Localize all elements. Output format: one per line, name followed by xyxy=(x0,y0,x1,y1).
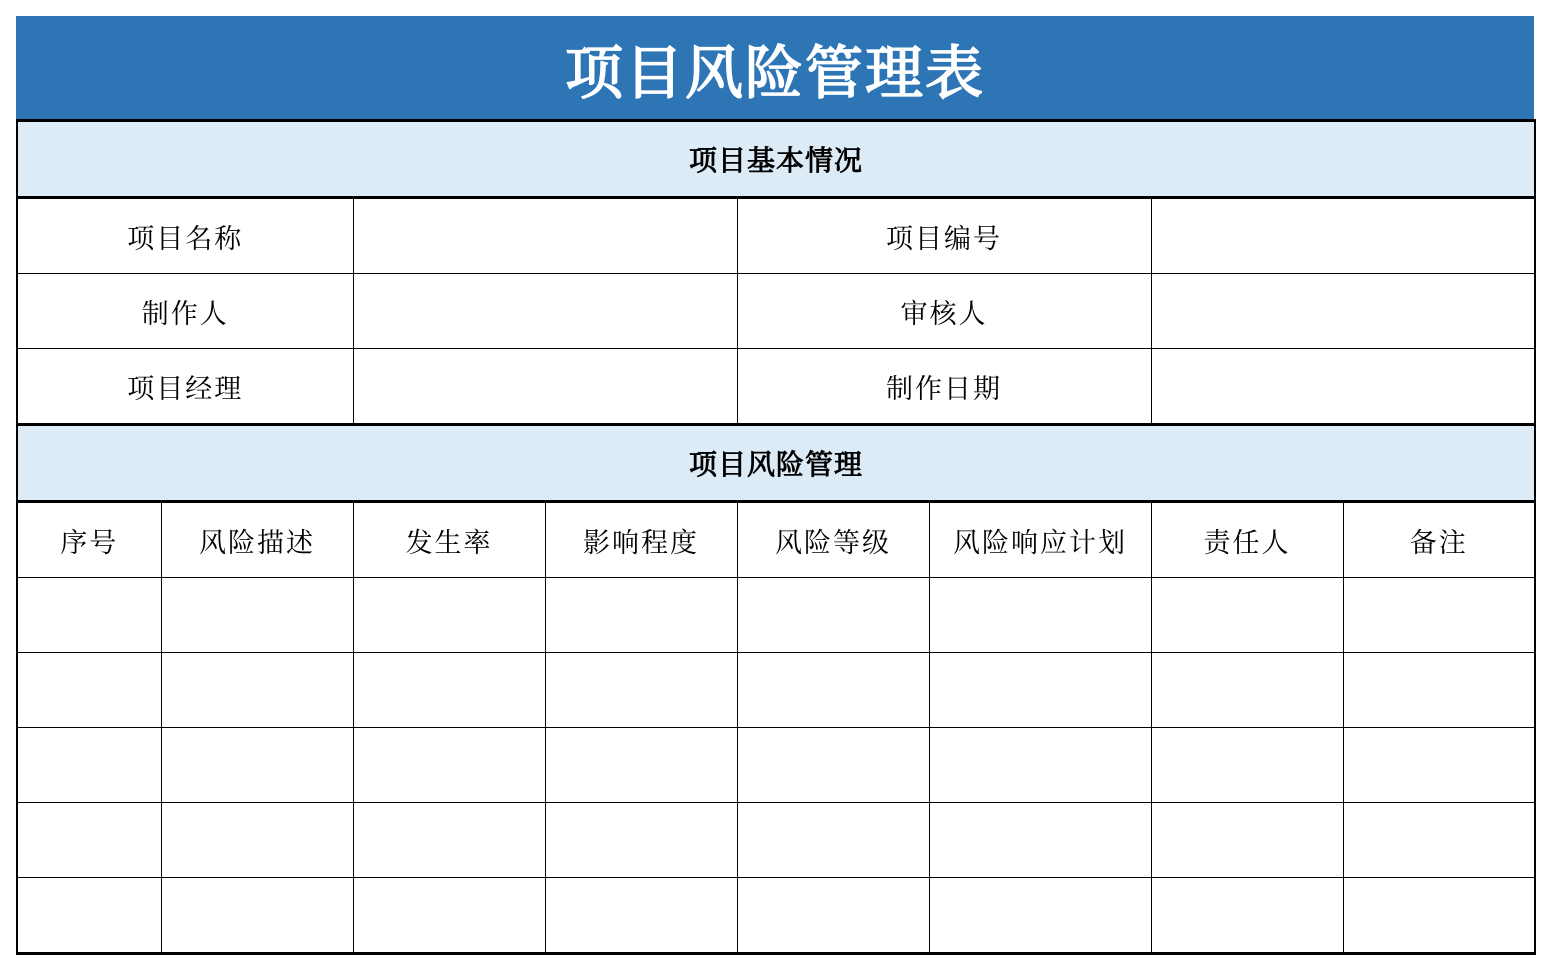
risk-cell-probability[interactable] xyxy=(353,728,545,803)
risk-cell-response-plan[interactable] xyxy=(929,728,1151,803)
column-header-owner: 责任人 xyxy=(1151,502,1343,578)
basic-info-row xyxy=(17,349,1535,425)
column-header-notes: 备注 xyxy=(1343,502,1535,578)
risk-cell-owner[interactable] xyxy=(1151,803,1343,878)
risk-cell-level[interactable] xyxy=(737,728,929,803)
risk-cell-response-plan[interactable] xyxy=(929,878,1151,954)
risk-cell-impact[interactable] xyxy=(545,653,737,728)
risk-section-title: 项目风险管理 xyxy=(17,425,1535,502)
project-number-field[interactable] xyxy=(1151,198,1535,274)
column-header-impact: 影响程度 xyxy=(545,502,737,578)
risk-cell-notes[interactable] xyxy=(1343,878,1535,954)
column-header-level: 风险等级 xyxy=(737,502,929,578)
author-field[interactable] xyxy=(353,274,737,349)
risk-cell-notes[interactable] xyxy=(1343,653,1535,728)
risk-cell-impact[interactable] xyxy=(545,578,737,653)
risk-form-table xyxy=(16,119,1536,955)
risk-cell-index[interactable] xyxy=(17,878,161,954)
risk-cell-level[interactable] xyxy=(737,653,929,728)
risk-cell-probability[interactable] xyxy=(353,878,545,954)
risk-cell-owner[interactable] xyxy=(1151,878,1343,954)
project-number-label: 项目编号 xyxy=(737,198,1151,274)
risk-cell-owner[interactable] xyxy=(1151,578,1343,653)
risk-row xyxy=(17,728,1535,803)
reviewer-label: 审核人 xyxy=(737,274,1151,349)
risk-cell-description[interactable] xyxy=(161,653,353,728)
risk-cell-notes[interactable] xyxy=(1343,578,1535,653)
risk-cell-description[interactable] xyxy=(161,728,353,803)
risk-cell-response-plan[interactable] xyxy=(929,578,1151,653)
risk-cell-index[interactable] xyxy=(17,803,161,878)
reviewer-field[interactable] xyxy=(1151,274,1535,349)
risk-cell-response-plan[interactable] xyxy=(929,803,1151,878)
risk-cell-owner[interactable] xyxy=(1151,653,1343,728)
basic-info-section-row xyxy=(17,121,1535,198)
risk-cell-description[interactable] xyxy=(161,578,353,653)
sheet-title: 项目风险管理表 xyxy=(16,16,1534,119)
risk-row xyxy=(17,803,1535,878)
author-label: 制作人 xyxy=(17,274,353,349)
risk-cell-index[interactable] xyxy=(17,728,161,803)
project-name-label: 项目名称 xyxy=(17,198,353,274)
risk-cell-description[interactable] xyxy=(161,878,353,954)
risk-cell-owner[interactable] xyxy=(1151,728,1343,803)
risk-cell-impact[interactable] xyxy=(545,728,737,803)
risk-cell-probability[interactable] xyxy=(353,653,545,728)
risk-cell-level[interactable] xyxy=(737,578,929,653)
column-header-response-plan: 风险响应计划 xyxy=(929,502,1151,578)
column-header-index: 序号 xyxy=(17,502,161,578)
risk-row xyxy=(17,578,1535,653)
risk-cell-probability[interactable] xyxy=(353,803,545,878)
basic-info-row xyxy=(17,274,1535,349)
risk-cell-response-plan[interactable] xyxy=(929,653,1151,728)
risk-cell-index[interactable] xyxy=(17,578,161,653)
project-manager-label: 项目经理 xyxy=(17,349,353,425)
risk-header-row xyxy=(17,502,1535,578)
risk-row xyxy=(17,878,1535,954)
risk-cell-impact[interactable] xyxy=(545,803,737,878)
risk-section-row xyxy=(17,425,1535,502)
risk-management-sheet xyxy=(16,16,1534,955)
risk-cell-impact[interactable] xyxy=(545,878,737,954)
basic-info-row xyxy=(17,198,1535,274)
column-header-probability: 发生率 xyxy=(353,502,545,578)
risk-cell-notes[interactable] xyxy=(1343,803,1535,878)
creation-date-label: 制作日期 xyxy=(737,349,1151,425)
risk-cell-level[interactable] xyxy=(737,803,929,878)
creation-date-field[interactable] xyxy=(1151,349,1535,425)
risk-cell-index[interactable] xyxy=(17,653,161,728)
column-header-description: 风险描述 xyxy=(161,502,353,578)
risk-row xyxy=(17,653,1535,728)
basic-info-section-title: 项目基本情况 xyxy=(17,121,1535,198)
risk-cell-probability[interactable] xyxy=(353,578,545,653)
project-name-field[interactable] xyxy=(353,198,737,274)
project-manager-field[interactable] xyxy=(353,349,737,425)
risk-cell-notes[interactable] xyxy=(1343,728,1535,803)
risk-cell-description[interactable] xyxy=(161,803,353,878)
risk-cell-level[interactable] xyxy=(737,878,929,954)
